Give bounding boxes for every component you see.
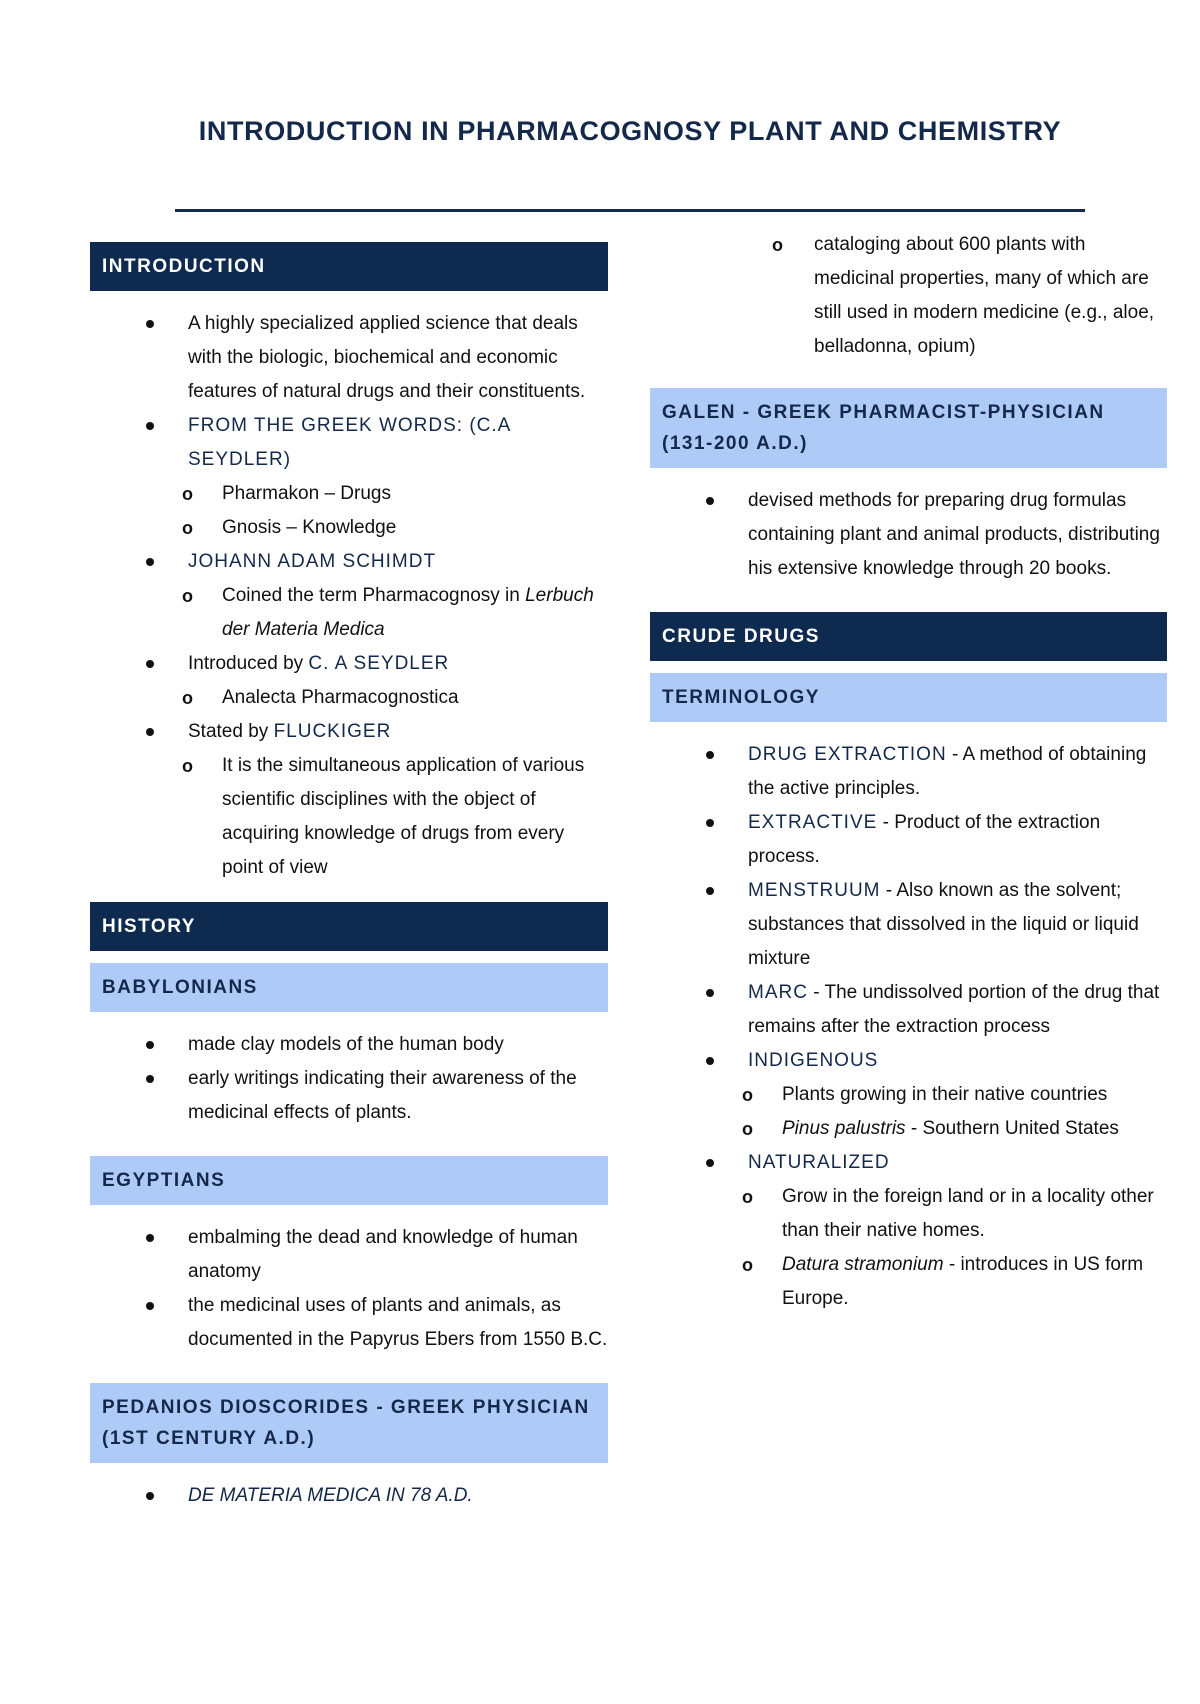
galen-header: GALEN - GREEK PHARMACIST-PHYSICIAN (131-200 A.D.) [650, 388, 1167, 468]
terminology-list [650, 722, 1167, 1322]
list-item: Introduced by C. A SEYDLER o Analecta Pharmacognostica [90, 647, 608, 715]
sub-list-item: o It is the simultaneous application of various scientific disciplines with the object of acquiring knowledge of drugs from every point of view [156, 749, 608, 885]
list-item: DRUG EXTRACTION - A method of obtaining the active principles. [650, 738, 1167, 806]
crude-drugs-header: CRUDE DRUGS [650, 612, 1167, 661]
sub-list [156, 579, 608, 647]
right-column [650, 228, 1167, 1322]
list-item: Stated by FLUCKIGER o It is the simultaneous application of various scientific disciplines with the object of acquiring knowledge of drugs from every point of view [90, 715, 608, 885]
list-item: EXTRACTIVE - Product of the extraction process. [650, 806, 1167, 874]
list-item: MARC - The undissolved portion of the drug that remains after the extraction process [650, 976, 1167, 1044]
sub-list-item: o cataloging about 600 plants with medicinal properties, many of which are still used in modern medicine (e.g., aloe, belladonna, opium) [650, 228, 1167, 364]
sub-list [156, 477, 608, 545]
page-title: INTRODUCTION IN PHARMACOGNOSY PLANT AND CHEMISTRY [198, 116, 1062, 146]
galen-list [650, 468, 1167, 592]
introduction-header: INTRODUCTION [90, 242, 608, 291]
dioscorides-header: PEDANIOS DIOSCORIDES - GREEK PHYSICIAN (1ST CENTURY A.D.) [90, 1383, 608, 1463]
egyptians-list [90, 1205, 608, 1363]
sub-list-item: o Gnosis – Knowledge [156, 511, 608, 545]
title-divider [175, 209, 1085, 212]
sub-list [716, 1078, 1167, 1146]
sub-list-item: o Pinus palustris - Southern United States [716, 1112, 1167, 1146]
list-item: JOHANN ADAM SCHIMDT o Coined the term Pharmacognosy in Lerbuch der Materia Medica [90, 545, 608, 647]
sub-list-item: o Datura stramonium - introduces in US form Europe. [716, 1248, 1167, 1316]
list-item: INDIGENOUS o Plants growing in their native countries o Pinus palustris - Southern United States [650, 1044, 1167, 1146]
list-item: FROM THE GREEK WORDS: (C.A SEYDLER) o Pharmakon – Drugs o Gnosis – Knowledge [90, 409, 608, 545]
dioscorides-list [90, 1463, 608, 1519]
sub-list [716, 1180, 1167, 1316]
list-item: made clay models of the human body [90, 1028, 608, 1062]
list-item: MENSTRUUM - Also known as the solvent; substances that dissolved in the liquid or liquid mixture [650, 874, 1167, 976]
list-item: the medicinal uses of plants and animals, as documented in the Papyrus Ebers from 1550 B.C. [90, 1289, 608, 1357]
list-item: NATURALIZED o Grow in the foreign land or in a locality other than their native homes. o Datura stramonium - introduces in US form Europe. [650, 1146, 1167, 1316]
sub-list-item: o Grow in the foreign land or in a locality other than their native homes. [716, 1180, 1167, 1248]
list-item: devised methods for preparing drug formulas containing plant and animal products, distributing his extensive knowledge through 20 books. [650, 484, 1167, 586]
babylonians-header: BABYLONIANS [90, 963, 608, 1012]
terminology-header: TERMINOLOGY [650, 673, 1167, 722]
sub-list [156, 749, 608, 885]
sub-list [156, 681, 608, 715]
babylonians-list [90, 1012, 608, 1136]
dioscorides-continued-list [650, 228, 1167, 364]
introduction-list [90, 291, 608, 891]
list-item: A highly specialized applied science that deals with the biologic, biochemical and economic features of natural drugs and their constituents. [90, 307, 608, 409]
history-header: HISTORY [90, 902, 608, 951]
sub-list-item: o Analecta Pharmacognostica [156, 681, 608, 715]
sub-list-item: o Plants growing in their native countries [716, 1078, 1167, 1112]
egyptians-header: EGYPTIANS [90, 1156, 608, 1205]
left-column [90, 242, 608, 1519]
sub-list-item: o Pharmakon – Drugs [156, 477, 608, 511]
sub-list-item: o Coined the term Pharmacognosy in Lerbuch der Materia Medica [156, 579, 608, 647]
list-item: DE MATERIA MEDICA IN 78 A.D. [90, 1479, 608, 1513]
list-item: embalming the dead and knowledge of human anatomy [90, 1221, 608, 1289]
list-item: early writings indicating their awareness of the medicinal effects of plants. [90, 1062, 608, 1130]
